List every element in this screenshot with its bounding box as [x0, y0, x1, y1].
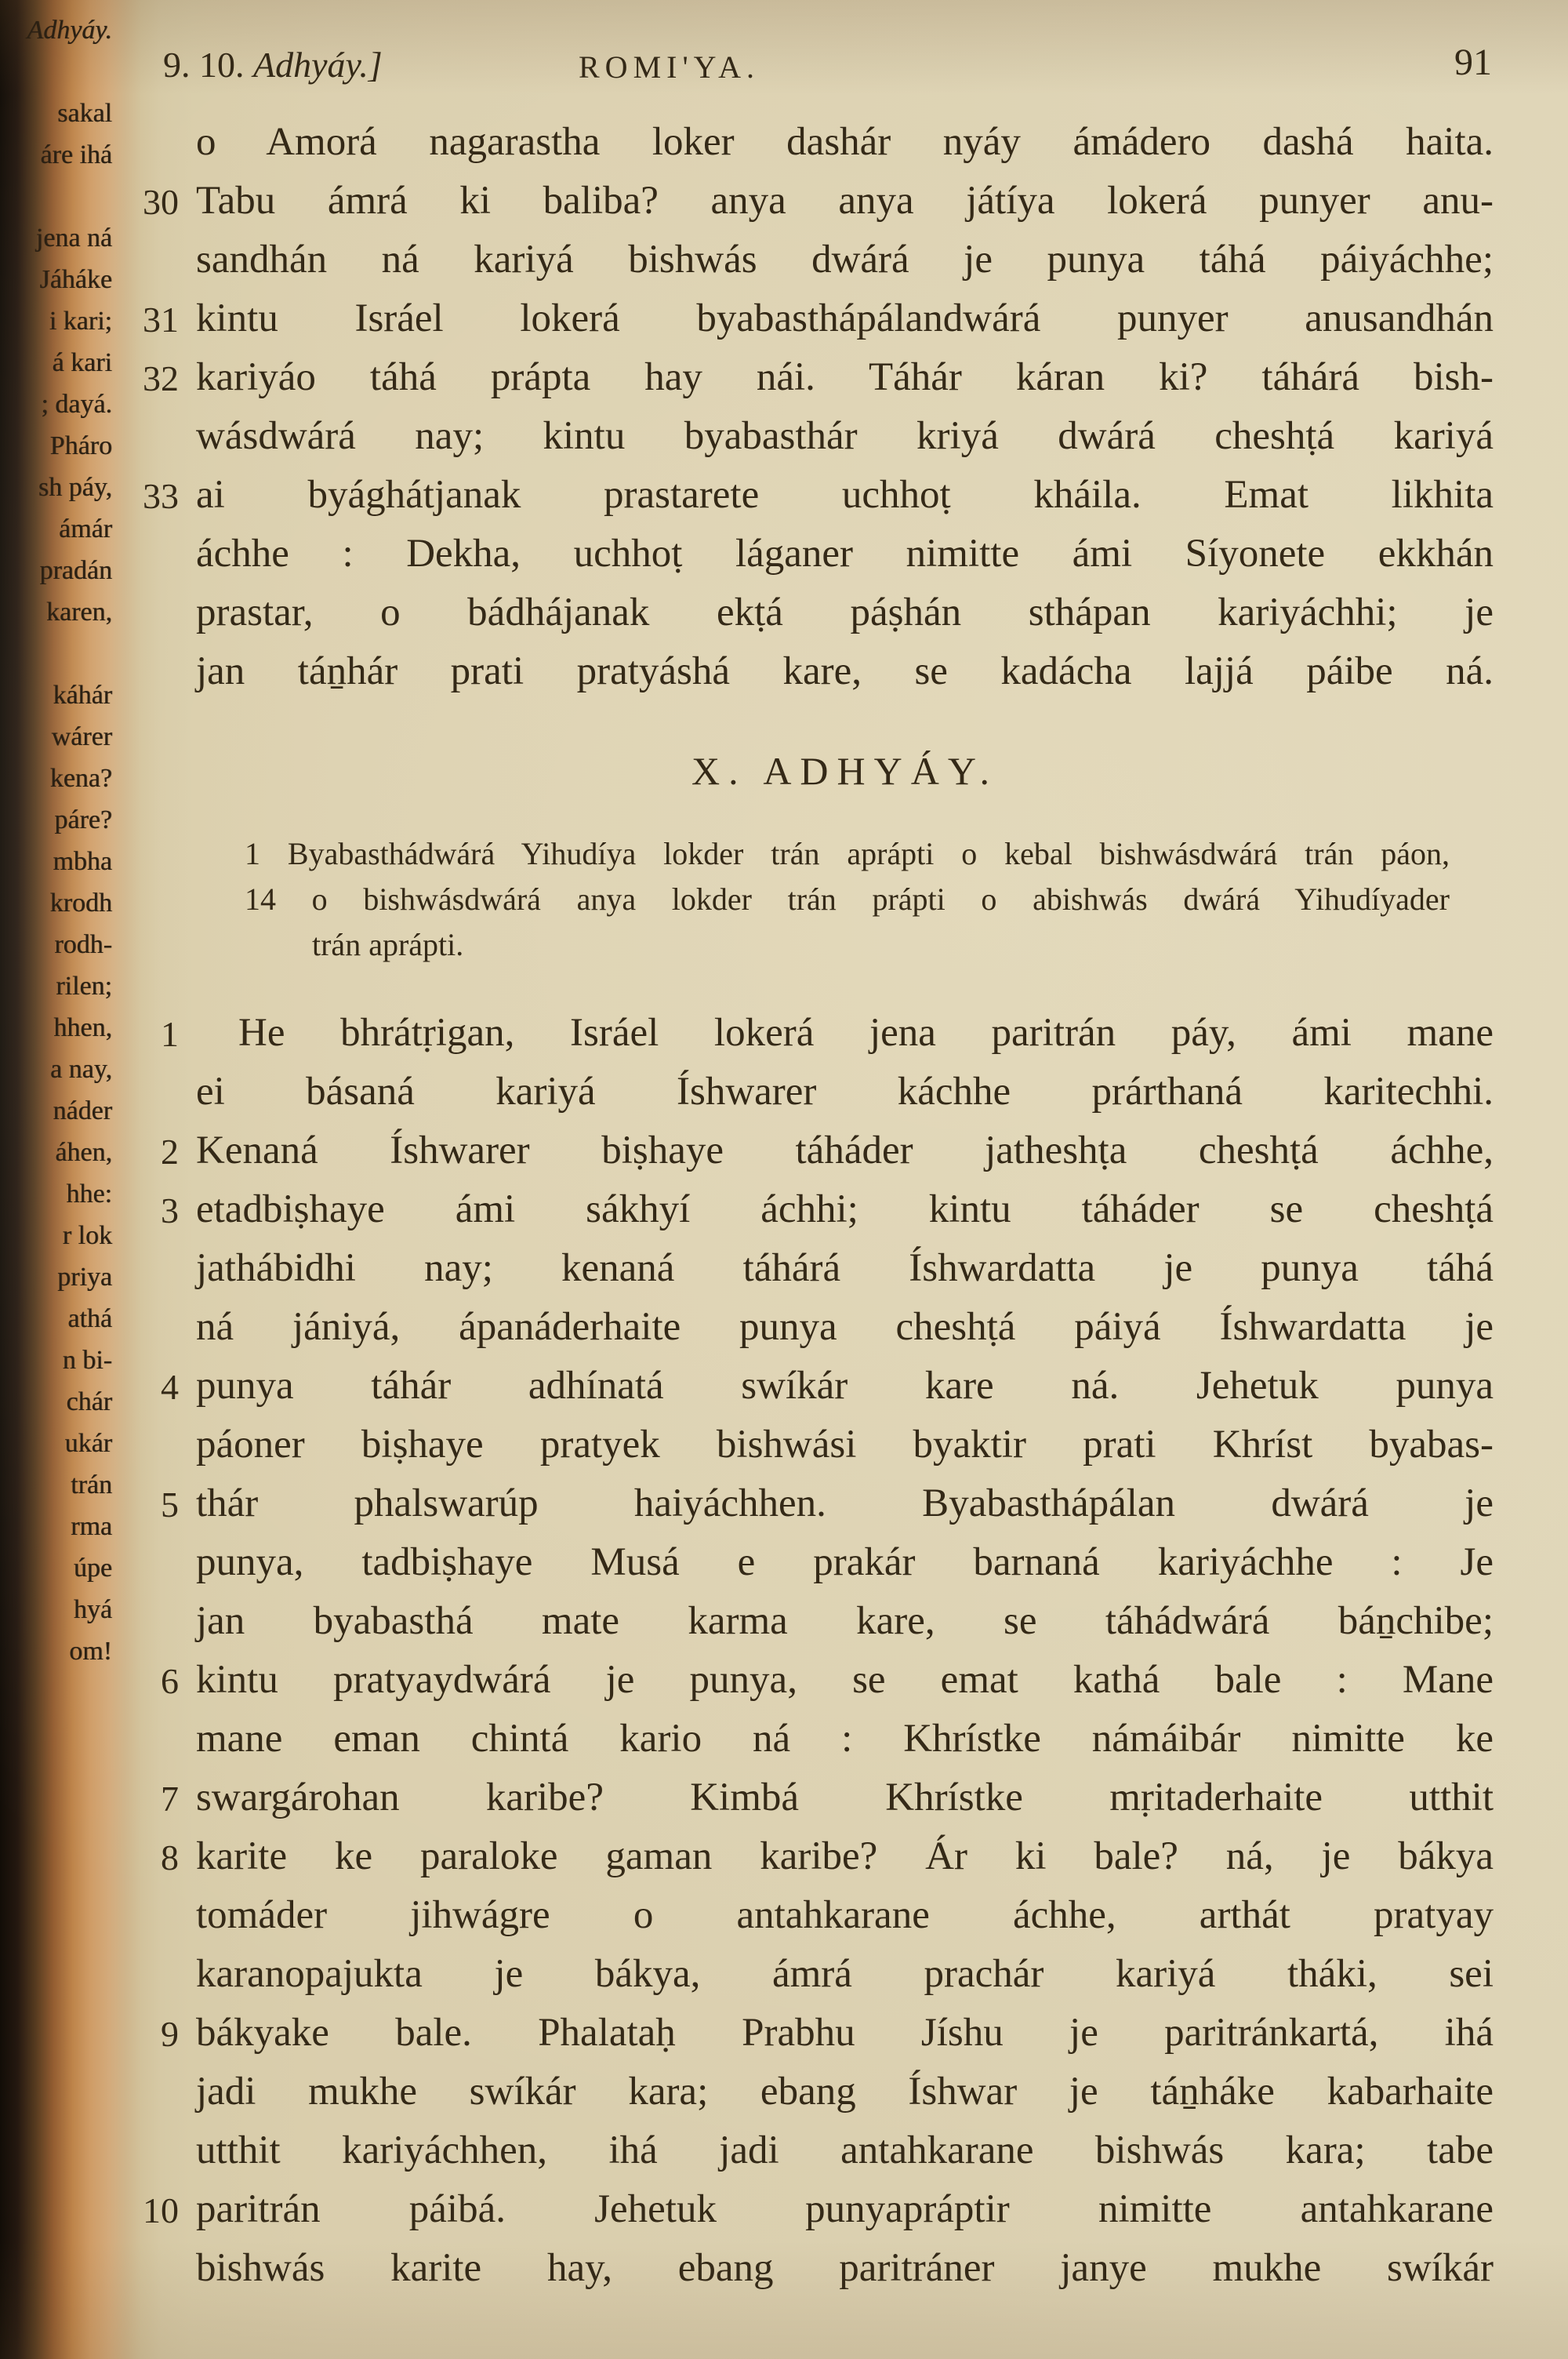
verse-text: áchhe : Dekha, uchhoṭ láganer nimitte ámi Síyonete ekkhán	[196, 532, 1494, 576]
edge-fragment-text: hhe:	[66, 1180, 112, 1209]
text-line	[161, 1474, 1494, 1533]
verse-text: jathábidhi nay; kenaná táhárá Íshwardatta je punya táhá	[196, 1246, 1494, 1290]
text-line	[196, 1592, 1494, 1651]
edge-text-fragment	[0, 1049, 116, 1090]
verse-text: tomáder jihwágre o antahkarane áchhe, arthát pratyay	[196, 1893, 1494, 1937]
edge-text-fragment	[0, 1506, 116, 1547]
verse-text: ai byághátjanak prastarete uchhoṭ kháila. Emat likhita	[196, 473, 1494, 517]
verse-number: 32	[143, 358, 179, 398]
chapter-summary-text: trán aprápti.	[312, 927, 464, 962]
page-number: 91	[1454, 42, 1492, 83]
verse-number: 3	[161, 1190, 179, 1230]
edge-fragment-text: Adhyáy.	[27, 16, 112, 45]
text-line	[161, 1004, 1494, 1063]
chapter10-text-block	[143, 1004, 1494, 2298]
edge-fragment-text: athá	[67, 1304, 112, 1333]
text-line	[196, 1710, 1494, 1768]
edge-text-fragment	[0, 383, 116, 425]
text-line	[161, 1180, 1494, 1239]
verse-text: Tabu ámrá ki baliba? anya anya játíya lokerá punyer anu-	[196, 179, 1494, 223]
text-line	[161, 1768, 1494, 1827]
edge-fragment-text: náder	[53, 1096, 112, 1125]
edge-text-fragment	[0, 841, 116, 882]
edge-text-fragment	[0, 633, 116, 674]
verse-number: 31	[143, 300, 179, 340]
verse-text: karanopajukta je bákya, ámrá prachár kariyá tháki, sei	[196, 1952, 1494, 1996]
running-header	[163, 0, 1494, 100]
edge-fragment-text: i kari;	[49, 307, 112, 336]
edge-fragment-text: Jáháke	[39, 265, 112, 294]
text-line	[161, 1357, 1494, 1416]
verse-text: thár phalswarúp haiyáchhen. Byabasthápálan dwárá je	[196, 1481, 1494, 1525]
verse-text: Kenaná Íshwarer biṣhaye táháder jatheshṭa cheshṭá áchhe,	[196, 1129, 1494, 1172]
edge-text-fragment	[0, 1630, 116, 1672]
verse-text: kintu pratyaydwárá je punya, se emat kathá bale : Mane	[196, 1658, 1494, 1702]
edge-text-fragment	[0, 93, 116, 134]
edge-text-fragment	[0, 1173, 116, 1215]
chapter-reference-numbers: 9. 10.	[163, 45, 253, 85]
edge-text-fragment	[0, 300, 116, 342]
text-line	[161, 1651, 1494, 1710]
text-line	[196, 2063, 1494, 2121]
text-line	[196, 525, 1494, 583]
verse-text: prastar, o bádhájanak ekṭá páṣhán sthápan kariyáchhi; je	[196, 591, 1494, 634]
edge-fragment-text: ; dayá.	[41, 390, 112, 419]
chapter-summary-text: 14 o bishwásdwárá anya lokder trán prápti o abishwás dwárá Yihudíyader	[245, 881, 1450, 917]
chapter-reference	[163, 44, 383, 85]
edge-text-fragment	[0, 342, 116, 383]
edge-text-fragment	[0, 1256, 116, 1298]
chapter-reference-title: Adhyáy.]	[253, 45, 383, 85]
verse-number: 8	[161, 1837, 179, 1877]
verse-number: 7	[161, 1779, 179, 1819]
edge-fragment-text: rodh-	[54, 930, 112, 959]
edge-text-fragment	[0, 758, 116, 799]
edge-fragment-text: Pháro	[49, 431, 112, 460]
edge-text-fragment	[0, 799, 116, 841]
edge-text-fragment	[0, 1090, 116, 1132]
verse-text: ná jániyá, ápanáderhaite punya cheshṭá páiyá Íshwardatta je	[196, 1305, 1494, 1349]
text-line	[196, 642, 1494, 701]
verse-text: jan byabasthá mate karma kare, se táhádwárá báṉchibe;	[196, 1599, 1494, 1643]
edge-text-fragment	[0, 674, 116, 716]
edge-fragment-text: rilen;	[56, 972, 112, 1001]
edge-fragment-text: á kari	[52, 348, 112, 377]
verse-text: He bhrátṛigan, Isráel lokerá jena paritrán páy, ámi mane	[238, 1011, 1494, 1055]
edge-fragment-text: om!	[69, 1637, 112, 1666]
verse-number: 10	[143, 2190, 179, 2230]
text-line	[143, 348, 1494, 407]
chapter-summary-line	[245, 877, 1450, 922]
edge-fragment-text: mbha	[53, 847, 112, 876]
edge-text-fragment	[0, 716, 116, 758]
text-line	[161, 2004, 1494, 2063]
edge-text-fragment	[0, 882, 116, 924]
edge-fragment-text: hyá	[73, 1595, 112, 1624]
text-line	[196, 1298, 1494, 1357]
page-text-column	[143, 0, 1494, 2298]
verse-number: 1	[161, 1014, 179, 1054]
edge-text-fragment	[0, 924, 116, 965]
edge-fragment-text: pradán	[39, 556, 112, 585]
edge-fragment-text: rma	[71, 1512, 112, 1541]
edge-fragment-text: sh páy,	[38, 473, 112, 502]
edge-fragment-text: wárer	[51, 722, 112, 751]
edge-fragment-text: r lok	[62, 1221, 112, 1250]
edge-text-fragment	[0, 1298, 116, 1339]
verse-number: 9	[161, 2014, 179, 2054]
edge-text-fragment	[0, 1547, 116, 1589]
verse-text: jan táṉhár prati pratyáshá kare, se kadácha lajjá páibe ná.	[196, 649, 1494, 693]
edge-fragment-text: páre?	[54, 805, 112, 834]
edge-text-fragment	[0, 1007, 116, 1049]
verse-text: utthit kariyáchhen, ihá jadi antahkarane bishwás kara; tabe	[196, 2128, 1494, 2172]
chapter-heading: X. ADHYÁY.	[691, 749, 999, 793]
edge-fragment-text: áhen,	[55, 1138, 112, 1167]
text-line	[196, 583, 1494, 642]
verse-text: jadi mukhe swíkár kara; ebang Íshwar je táṉháke kabarhaite	[196, 2070, 1494, 2114]
verse-text: punya, tadbiṣhaye Musá e prakár barnaná kariyáchhe : Je	[196, 1540, 1494, 1584]
verse-text: sandhán ná kariyá bishwás dwárá je punya táhá páiyáchhe;	[196, 238, 1494, 282]
edge-text-fragment	[0, 176, 116, 217]
edge-text-fragment	[0, 508, 116, 550]
edge-text-fragment	[0, 134, 116, 176]
text-line	[196, 113, 1494, 172]
verse-text: karite ke paraloke gaman karibe? Ár ki bale? ná, je bákya	[196, 1834, 1494, 1878]
edge-fragment-text: sakal	[57, 99, 112, 128]
edge-fragment-text: ámár	[59, 514, 112, 543]
edge-fragment-text: úpe	[73, 1554, 112, 1583]
text-line	[196, 1533, 1494, 1592]
edge-text-fragment	[0, 425, 116, 467]
edge-fragment-text: kena?	[49, 764, 112, 793]
edge-fragment-text: káhár	[53, 681, 112, 710]
edge-text-fragment	[0, 217, 116, 259]
verse-text: paritrán páibá. Jehetuk punyapráptir nimitte antahkarane	[196, 2187, 1494, 2231]
verse-number: 4	[161, 1367, 179, 1407]
verse-text: kintu Isráel lokerá byabasthápálandwárá punyer anusandhán	[196, 296, 1494, 340]
edge-text-fragment	[0, 259, 116, 300]
text-line	[143, 289, 1494, 348]
text-line	[143, 2180, 1494, 2239]
chapter-summary-line	[245, 922, 1450, 968]
edge-text-fragment	[0, 467, 116, 508]
book-title: ROMI'YA.	[579, 49, 760, 85]
edge-text-fragment	[0, 51, 116, 93]
edge-text-fragment	[0, 1464, 116, 1506]
edge-text-fragment	[0, 1423, 116, 1464]
edge-fragment-text: chár	[66, 1387, 112, 1416]
verse-text: o Amorá nagarastha loker dashár nyáy ámádero dashá haita.	[196, 120, 1494, 164]
edge-fragment-text: áre ihá	[40, 140, 112, 169]
edge-fragment-text: hhen,	[53, 1013, 112, 1042]
verse-text: bákyake bale. Phalataḥ Prabhu Jíshu je paritránkartá, ihá	[196, 2011, 1494, 2055]
verse-text: ei básaná kariyá Íshwarer káchhe prárthaná karitechhi.	[196, 1070, 1494, 1114]
edge-fragment-text: a nay,	[50, 1055, 112, 1084]
verse-text: mane eman chintá kario ná : Khrístke námáibár nimitte ke	[196, 1717, 1494, 1761]
edge-fragment-text: priya	[57, 1263, 112, 1292]
edge-text-fragment	[0, 591, 116, 633]
verse-text: páoner biṣhaye pratyek bishwási byaktir prati Khríst byabas-	[196, 1423, 1494, 1467]
edge-text-fragment	[0, 1381, 116, 1423]
edge-text-fragment	[0, 965, 116, 1007]
text-line	[196, 1063, 1494, 1121]
edge-fragment-text: jena ná	[35, 224, 112, 253]
verse-number: 6	[161, 1661, 179, 1701]
text-line	[196, 1416, 1494, 1474]
edge-text-fragment	[0, 1339, 116, 1381]
chapter-summary-line	[245, 831, 1450, 877]
verse-text: punya táhár adhínatá swíkár kare ná. Jehetuk punya	[196, 1364, 1494, 1408]
text-line	[196, 1239, 1494, 1298]
text-line	[143, 466, 1494, 525]
edge-fragment-text: karen,	[45, 598, 112, 627]
text-line	[143, 172, 1494, 231]
text-line	[161, 1121, 1494, 1180]
text-line	[196, 2239, 1494, 2298]
verse-text: swargárohan karibe? Kimbá Khrístke mṛitaderhaite utthit	[196, 1776, 1494, 1819]
text-line	[196, 2121, 1494, 2180]
edge-fragment-text: krodh	[49, 889, 112, 918]
chapter9-text-block	[143, 113, 1494, 701]
verse-number: 33	[143, 476, 179, 516]
verse-number: 2	[161, 1132, 179, 1172]
chapter-summary-text: 1 Byabasthádwárá Yihudíya lokder trán aprápti o kebal bishwásdwárá trán páon,	[245, 836, 1450, 871]
edge-fragment-text: n bi-	[62, 1346, 112, 1375]
page-edge-fragments	[0, 9, 116, 1672]
verse-text: wásdwárá nay; kintu byabasthár kriyá dwárá cheshṭá kariyá	[196, 414, 1494, 458]
verse-text: etadbiṣhaye ámi sákhyí áchhi; kintu táháder se cheshṭá	[196, 1187, 1494, 1231]
text-line	[161, 1827, 1494, 1886]
edge-fragment-text: trán	[71, 1470, 112, 1499]
edge-fragment-text: ukár	[64, 1429, 112, 1458]
edge-text-fragment	[0, 9, 116, 51]
text-line	[196, 1945, 1494, 2004]
verse-text: kariyáo táhá prápta hay nái. Táhár káran ki? táhárá bish-	[196, 355, 1494, 399]
text-line	[196, 407, 1494, 466]
edge-text-fragment	[0, 1589, 116, 1630]
text-line	[196, 1886, 1494, 1945]
text-line	[196, 231, 1494, 289]
edge-text-fragment	[0, 550, 116, 591]
verse-text: bishwás karite hay, ebang paritráner janye mukhe swíkár	[196, 2246, 1494, 2290]
chapter-summary	[245, 831, 1450, 968]
verse-number: 5	[161, 1485, 179, 1525]
edge-text-fragment	[0, 1132, 116, 1173]
edge-text-fragment	[0, 1215, 116, 1256]
verse-number: 30	[143, 182, 179, 222]
